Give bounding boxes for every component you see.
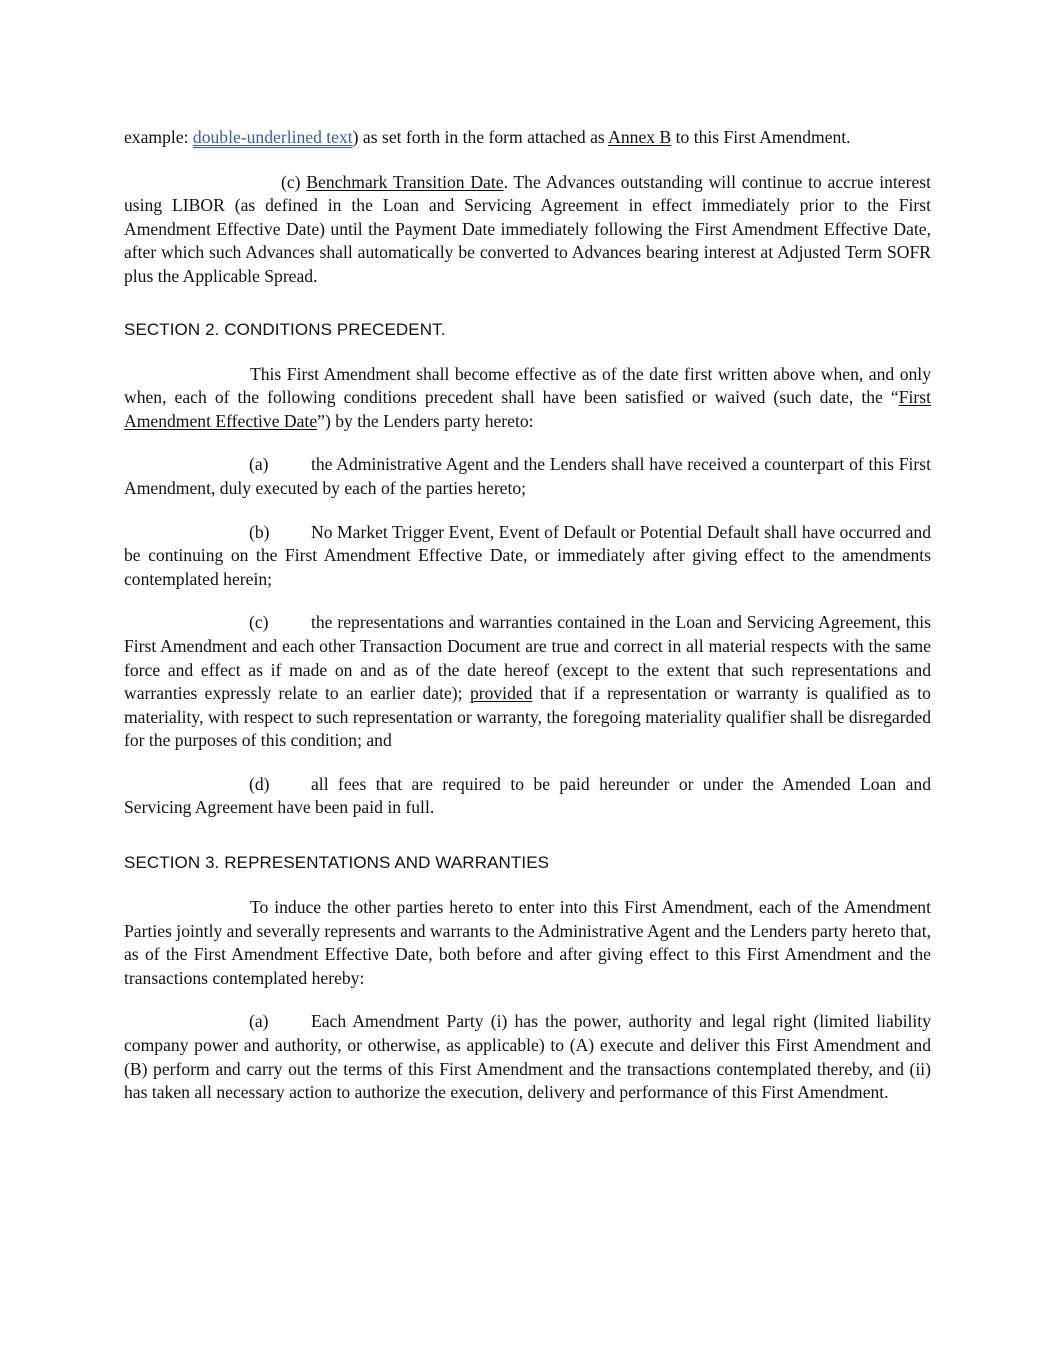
paragraph-text: ) as set forth in the form attached as bbox=[352, 127, 609, 147]
representation-item-a bbox=[124, 1010, 931, 1104]
paragraph-text: ”) by the Lenders party hereto: bbox=[317, 410, 534, 431]
paragraph-text: . The Advances outstanding will continue to accrue interest using LIBOR (as defined in the Loan and Servicing Agreement in effect immediately prior to the First Amendment Effective Date) until the Payment Date immediately following the First Amendment Effective Date, after which such Advances shall automatically be converted to Advances bearing interest at Adjusted Term SOFR plus the Applicable Spread. bbox=[124, 171, 931, 286]
double-underlined-text-link[interactable]: double-underlined text bbox=[192, 127, 353, 147]
document-page bbox=[124, 126, 931, 1105]
benchmark-transition-date-title: Benchmark Transition Date bbox=[306, 171, 504, 192]
item-label: (a) bbox=[249, 1011, 269, 1032]
provided-term: provided bbox=[469, 683, 533, 704]
section-3-heading: SECTION 3. REPRESENTATIONS AND WARRANTIES bbox=[124, 853, 550, 873]
annex-b-reference: Annex B bbox=[608, 127, 672, 147]
item-label: (b) bbox=[249, 521, 270, 542]
section-2-heading: SECTION 2. CONDITIONS PRECEDENT. bbox=[124, 319, 446, 339]
item-text: No Market Trigger Event, Event of Default or Potential Default shall have occurred and be continuing on the First Amendment Effective Date, or immediately after giving effect to the amendments contemplated herein; bbox=[124, 521, 931, 589]
item-label: (d) bbox=[249, 773, 270, 794]
section-3-intro: To induce the other parties hereto to enter into this First Amendment, each of the Amendment Parties jointly and severally represents and warrants to the Administrative Agent and the Lenders party hereto that, as of the First Amendment Effective Date, both before and after giving effect to this First Amendment and the transactions contemplated hereby: bbox=[124, 897, 931, 988]
paragraph-annex-reference bbox=[124, 126, 931, 150]
item-text: Each Amendment Party (i) has the power, authority and legal right (limited liability company power and authority, or otherwise, as applicable) to (A) execute and deliver this First Amendment and (B) perform and carry out the terms of this First Amendment and the transactions contemplated thereby, and (ii) has taken all necessary action to authorize the execution, delivery and performance of this First Amendment. bbox=[124, 1011, 931, 1103]
condition-item-b bbox=[124, 521, 931, 592]
item-label: (c) bbox=[249, 612, 269, 633]
item-text: all fees that are required to be paid hereunder or under the Amended Loan and Servicing Agreement have been paid in full. bbox=[124, 773, 931, 818]
item-label: (c) bbox=[281, 171, 307, 192]
section-2-intro bbox=[124, 363, 931, 434]
condition-item-c bbox=[124, 611, 931, 753]
condition-item-d bbox=[124, 773, 931, 820]
paragraph-benchmark-transition bbox=[124, 171, 931, 289]
item-text: that if a representation or warranty is qualified as to materiality, with respect to such representation or warranty, the foregoing materiality qualifier shall be disregarded for the purposes of this condition; and bbox=[124, 683, 931, 751]
paragraph-text: example: bbox=[124, 127, 193, 147]
item-text: the representations and warranties contained in the Loan and Servicing Agreement, this First Amendment and each other Transaction Document are true and correct in all material respects with the same force and effect as if made on and as of the date hereof (except to the extent that such representations and warranties expressly relate to an earlier date); bbox=[124, 612, 931, 704]
defined-term: First Amendment Effective Date bbox=[124, 387, 931, 431]
item-label: (a) bbox=[249, 454, 269, 475]
paragraph-text: This First Amendment shall become effective as of the date first written above when, and only when, each of the following conditions precedent shall have been satisfied or waived (such date, the “ bbox=[124, 363, 931, 408]
condition-item-a bbox=[124, 453, 931, 500]
item-text: the Administrative Agent and the Lenders shall have received a counterpart of this First Amendment, duly executed by each of the parties hereto; bbox=[124, 454, 931, 498]
paragraph-text: to this First Amendment. bbox=[671, 127, 851, 147]
